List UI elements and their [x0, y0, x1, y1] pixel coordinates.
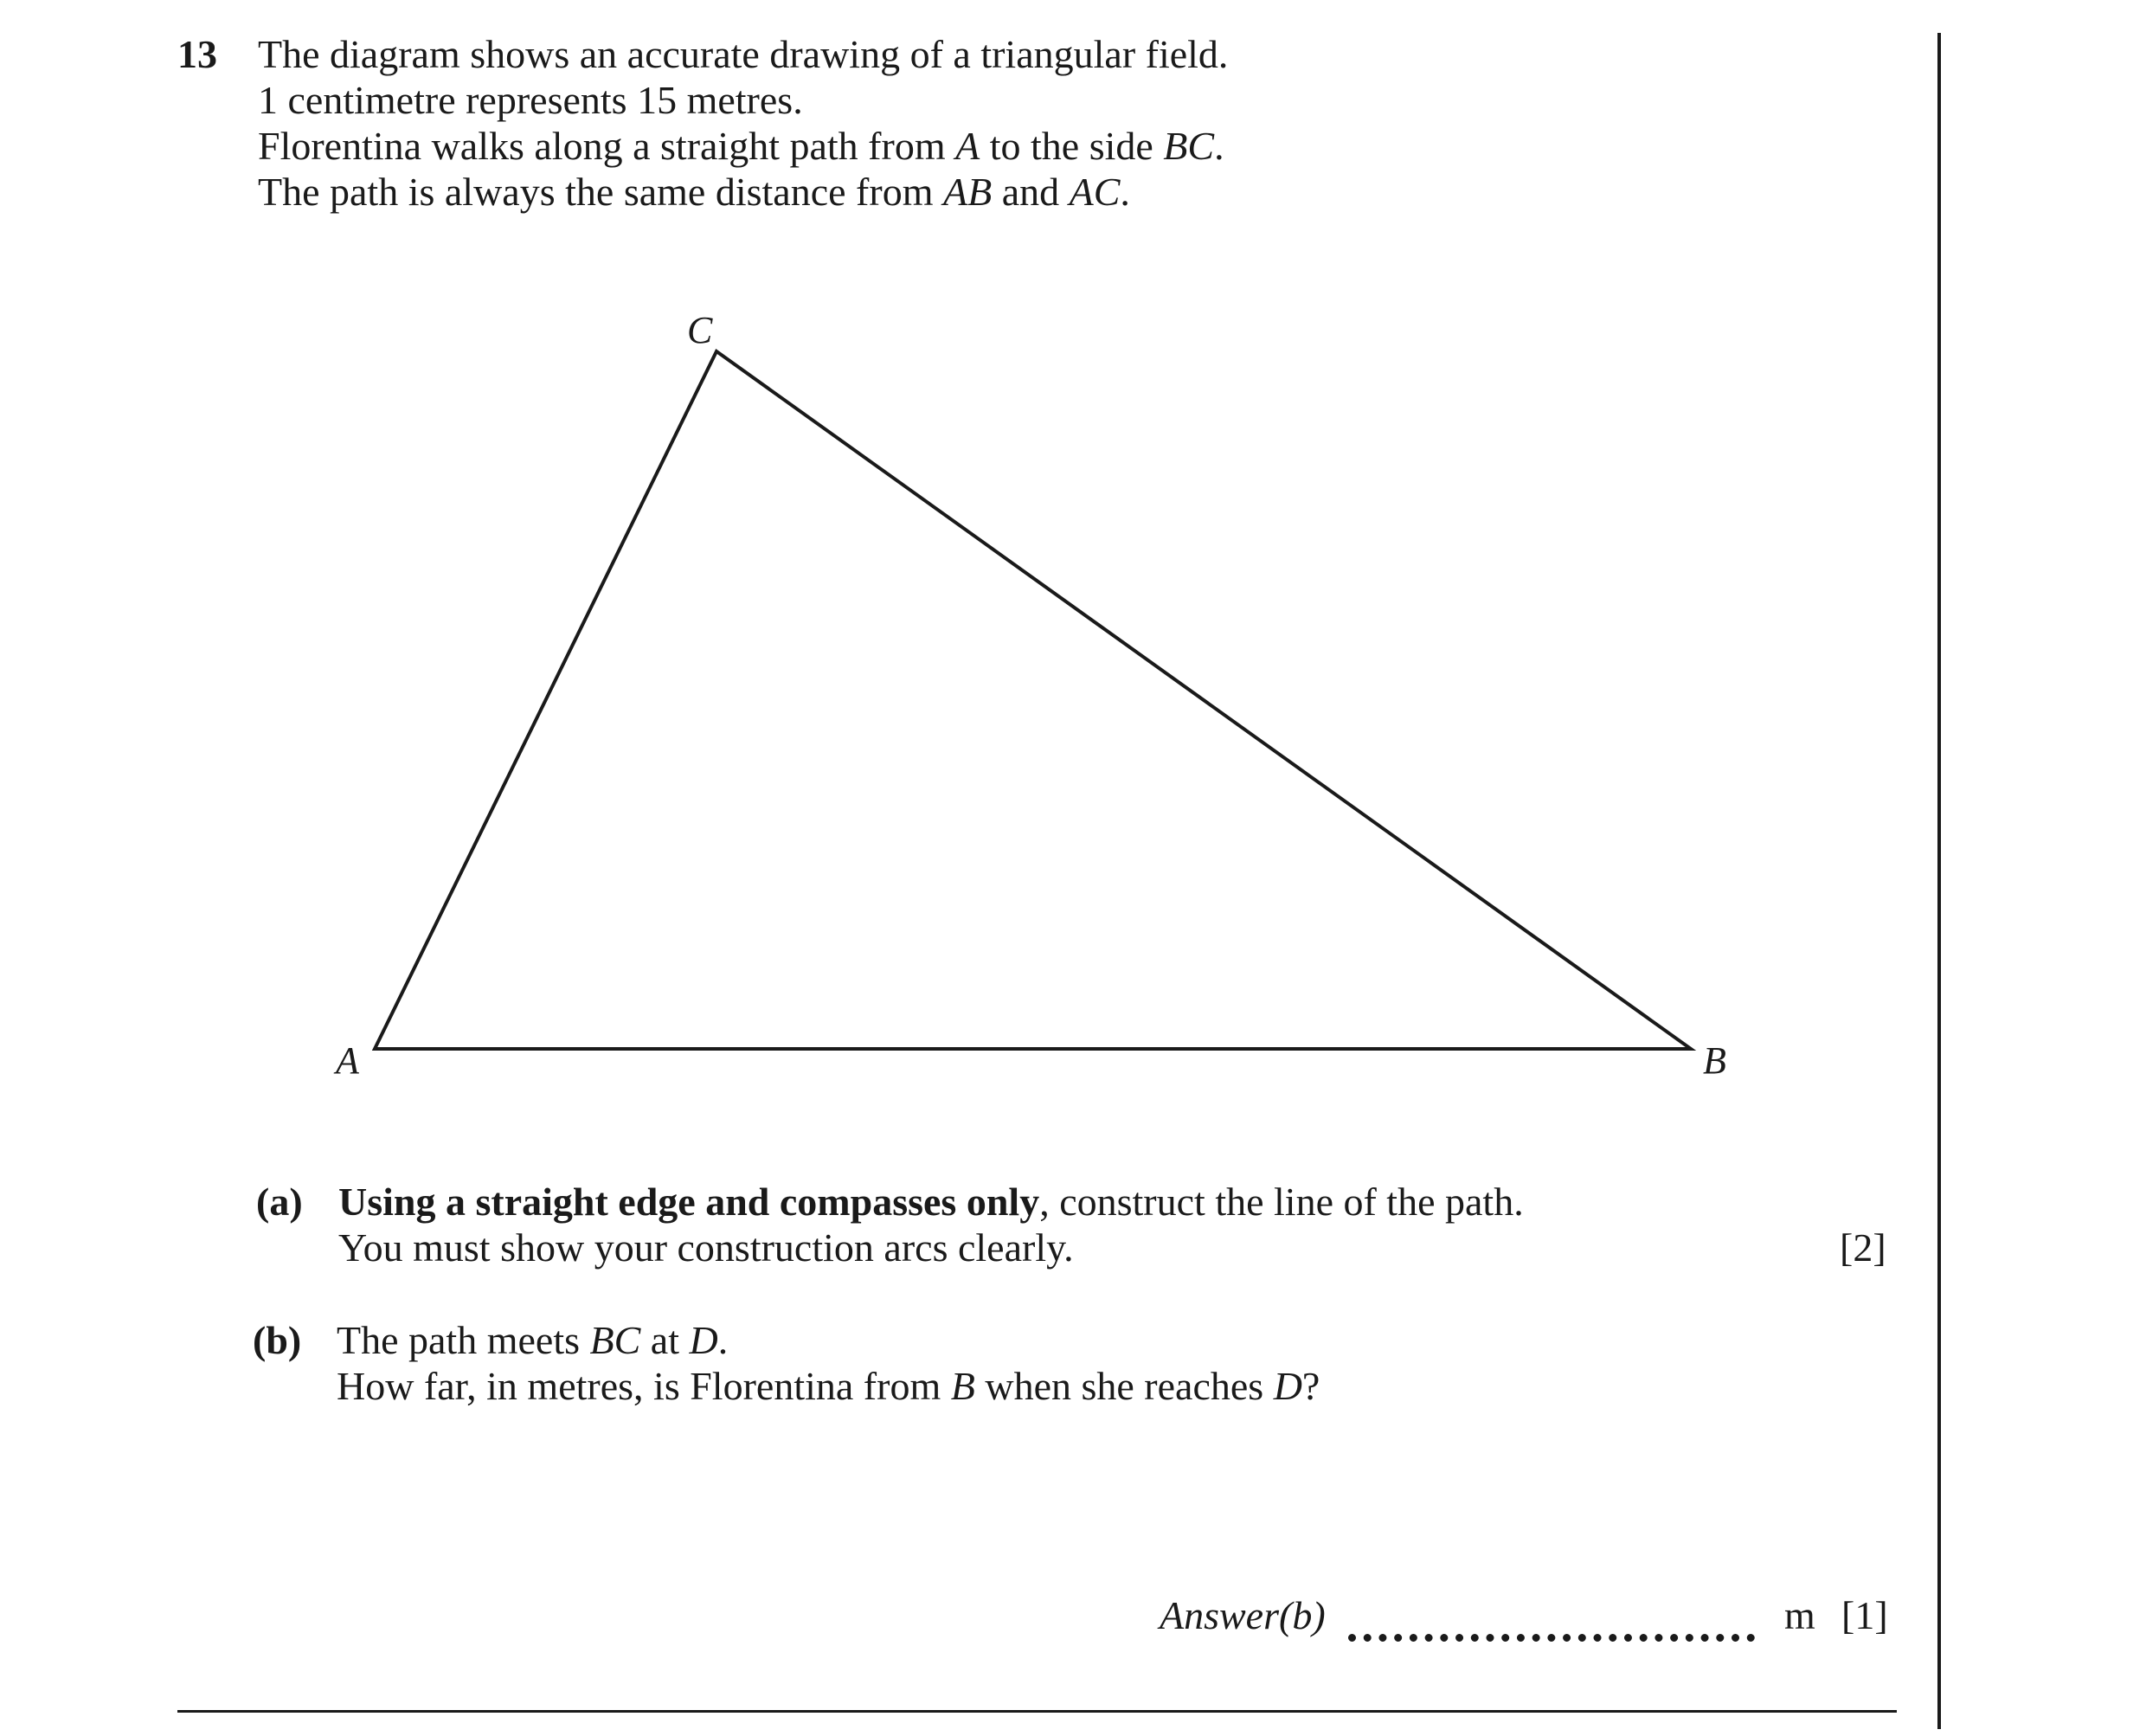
italic-variable: BC [589, 1318, 641, 1362]
part-b-label: (b) [253, 1318, 302, 1362]
part-a-label: (a) [256, 1180, 303, 1224]
bottom-rule [177, 1710, 1897, 1713]
question-number: 13 [177, 32, 217, 76]
italic-variable: B [950, 1364, 975, 1408]
italic-variable: AB [942, 170, 993, 214]
part-b-marks: [1] [1841, 1593, 1888, 1637]
question-intro [258, 31, 1228, 215]
vertex-label-b: B [1703, 1039, 1726, 1082]
part-a-line1 [338, 1179, 1524, 1225]
triangle-field [375, 351, 1691, 1049]
italic-variable: A [955, 124, 980, 168]
answer-label: Answer(b) [1160, 1593, 1326, 1637]
intro-line: The path is always the same distance from AB and AC. [258, 170, 1130, 214]
part-a-instruction-rest: , construct the line of the path. [1039, 1180, 1524, 1224]
italic-variable: BC [1163, 124, 1215, 168]
italic-variable: AC [1069, 170, 1121, 214]
intro-line: Florentina walks along a straight path from A to the side BC. [258, 124, 1224, 168]
intro-line: The diagram shows an accurate drawing of a triangular field. [258, 32, 1229, 76]
part-b-line2: How far, in metres, is Florentina from B when she reaches D? [337, 1364, 1320, 1408]
answer-row [1160, 1592, 1326, 1638]
right-margin-rule [1937, 33, 1941, 1729]
italic-variable: D [689, 1318, 718, 1362]
answer-unit: m [1784, 1593, 1815, 1637]
part-a-marks: [2] [1840, 1225, 1886, 1270]
vertex-label-c: C [687, 309, 713, 351]
vertex-label-a: A [336, 1039, 359, 1082]
part-b-line1: The path meets BC at D. [337, 1318, 729, 1362]
answer-line[interactable] [1348, 1634, 1755, 1642]
intro-line: 1 centimetre represents 15 metres. [258, 78, 803, 122]
italic-variable: D [1273, 1364, 1302, 1408]
part-a-bold-instruction: Using a straight edge and compasses only [338, 1180, 1040, 1224]
part-a-line2: You must show your construction arcs clearly. [338, 1225, 1074, 1270]
